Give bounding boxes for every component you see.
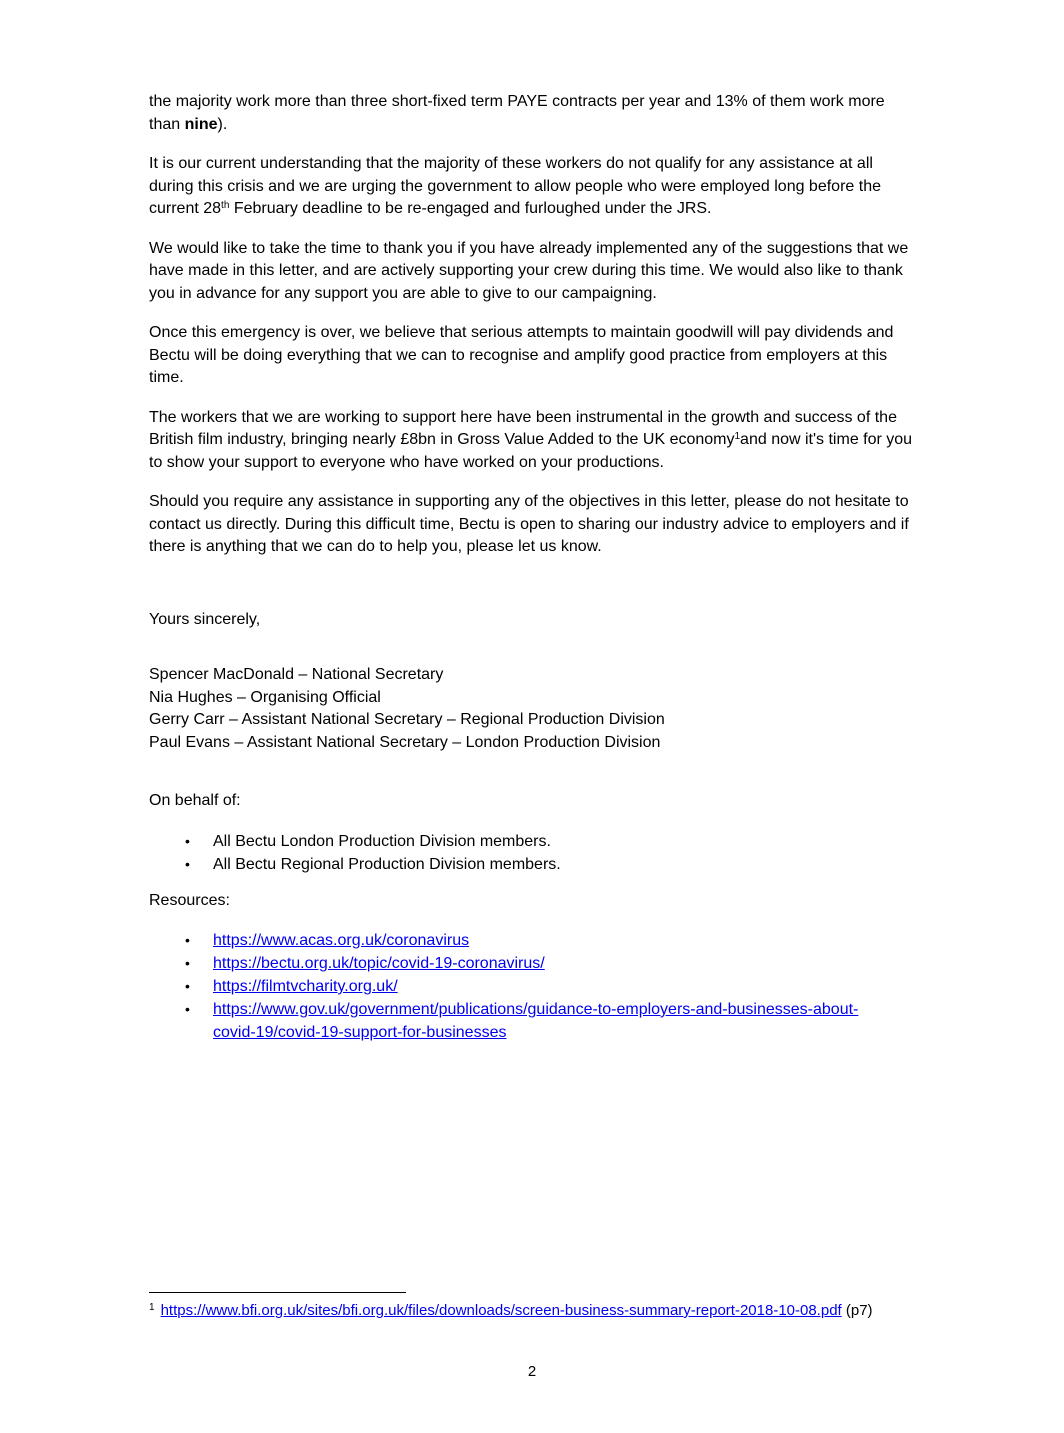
superscript-ordinal: th <box>221 199 230 211</box>
signatory: Nia Hughes – Organising Official <box>149 688 381 706</box>
list-item <box>149 975 915 998</box>
footnote-link-bfi[interactable]: https://www.bfi.org.uk/sites/bfi.org.uk/files/downloads/screen-business-summary-report-2018-10-08.pdf <box>160 1302 842 1319</box>
paragraph-text: The workers that we are working to support here have been instrumental in the growth and success of the British film industry, bringing nearly £8bn in Gross Value Added to the UK economy <box>149 408 897 448</box>
footnote-page-ref: (p7) <box>841 1302 873 1319</box>
paragraph-workers <box>149 407 915 475</box>
resources-list <box>149 929 915 1044</box>
footnote-area <box>149 1292 879 1323</box>
on-behalf-label: On behalf of: <box>149 792 241 809</box>
page-number: 2 <box>527 1363 537 1380</box>
paragraph-understanding <box>149 153 915 221</box>
signature-block <box>149 664 915 754</box>
list-item <box>149 952 915 975</box>
list-item <box>149 830 915 853</box>
bullet-icon: • <box>185 1001 190 1017</box>
footnote-reference-marker: 1 <box>734 430 741 442</box>
resource-link-bectu[interactable]: https://bectu.org.uk/topic/covid-19-coronavirus/ <box>213 955 545 972</box>
footnote-number: 1 <box>149 1302 155 1313</box>
bold-text: nine <box>184 115 218 133</box>
on-behalf-list <box>149 830 915 876</box>
bullet-icon: • <box>185 932 190 948</box>
letter-body <box>149 91 915 1044</box>
list-item-text: All Bectu Regional Production Division members. <box>213 855 561 873</box>
signatory: Spencer MacDonald – National Secretary <box>149 666 444 683</box>
paragraph-text: February deadline to be re-engaged and furloughed under the JRS. <box>229 200 712 217</box>
paragraph-goodwill: Once this emergency is over, we believe that serious attempts to maintain goodwill will pay dividends and Bectu will be doing everything that we can to recognise and amplify good practice from employers at this time. <box>149 324 894 386</box>
bullet-icon: • <box>185 832 190 849</box>
paragraph-text: and now it's time for you to show your support to everyone who have worked on your productions. <box>149 431 913 471</box>
paragraph-contracts <box>149 91 915 136</box>
signatory: Gerry Carr – Assistant National Secretary – Regional Production Division <box>149 711 665 728</box>
resource-link-gov-uk[interactable]: https://www.gov.uk/government/publications/guidance-to-employers-and-businesses-about-covid-19/covid-19-support-for-businesses <box>213 1001 859 1041</box>
footnote-separator-rule <box>149 1292 406 1293</box>
resource-link-acas[interactable]: https://www.acas.org.uk/coronavirus <box>213 932 470 949</box>
paragraph-text: It is our current understanding that the majority of these workers do not qualify for any assistance at all during this crisis and we are urging the government to allow people who were employed long before the current 28 <box>149 155 881 217</box>
footnote <box>149 1298 879 1323</box>
resources-label: Resources: <box>149 891 230 909</box>
list-item <box>149 929 915 952</box>
paragraph-thanks: We would like to take the time to thank you if you have already implemented any of the suggestions that we have made in this letter, and are actively supporting your crew during this time. We would also like to thank you in advance for any support you are able to give to our campaigning. <box>149 239 909 302</box>
bullet-icon: • <box>185 978 190 994</box>
paragraph-assistance: Should you require any assistance in supporting any of the objectives in this letter, please do not hesitate to contact us directly. During this difficult time, Bectu is open to sharing our industry advice to employers and if there is anything that we can do to help you, please let us know. <box>149 493 909 555</box>
closing-salutation: Yours sincerely, <box>149 610 261 628</box>
paragraph-text: ). <box>217 115 228 133</box>
resource-link-filmtvcharity[interactable]: https://filmtvcharity.org.uk/ <box>213 978 398 995</box>
list-item-text: All Bectu London Production Division members. <box>213 832 551 850</box>
paragraph-text: the majority work more than three short-fixed term PAYE contracts per year and 13% of them work more than <box>149 93 885 133</box>
signatory: Paul Evans – Assistant National Secretary – London Production Division <box>149 733 661 751</box>
list-item <box>149 853 915 876</box>
bullet-icon: • <box>185 855 190 872</box>
list-item <box>149 998 915 1044</box>
bullet-icon: • <box>185 955 190 971</box>
